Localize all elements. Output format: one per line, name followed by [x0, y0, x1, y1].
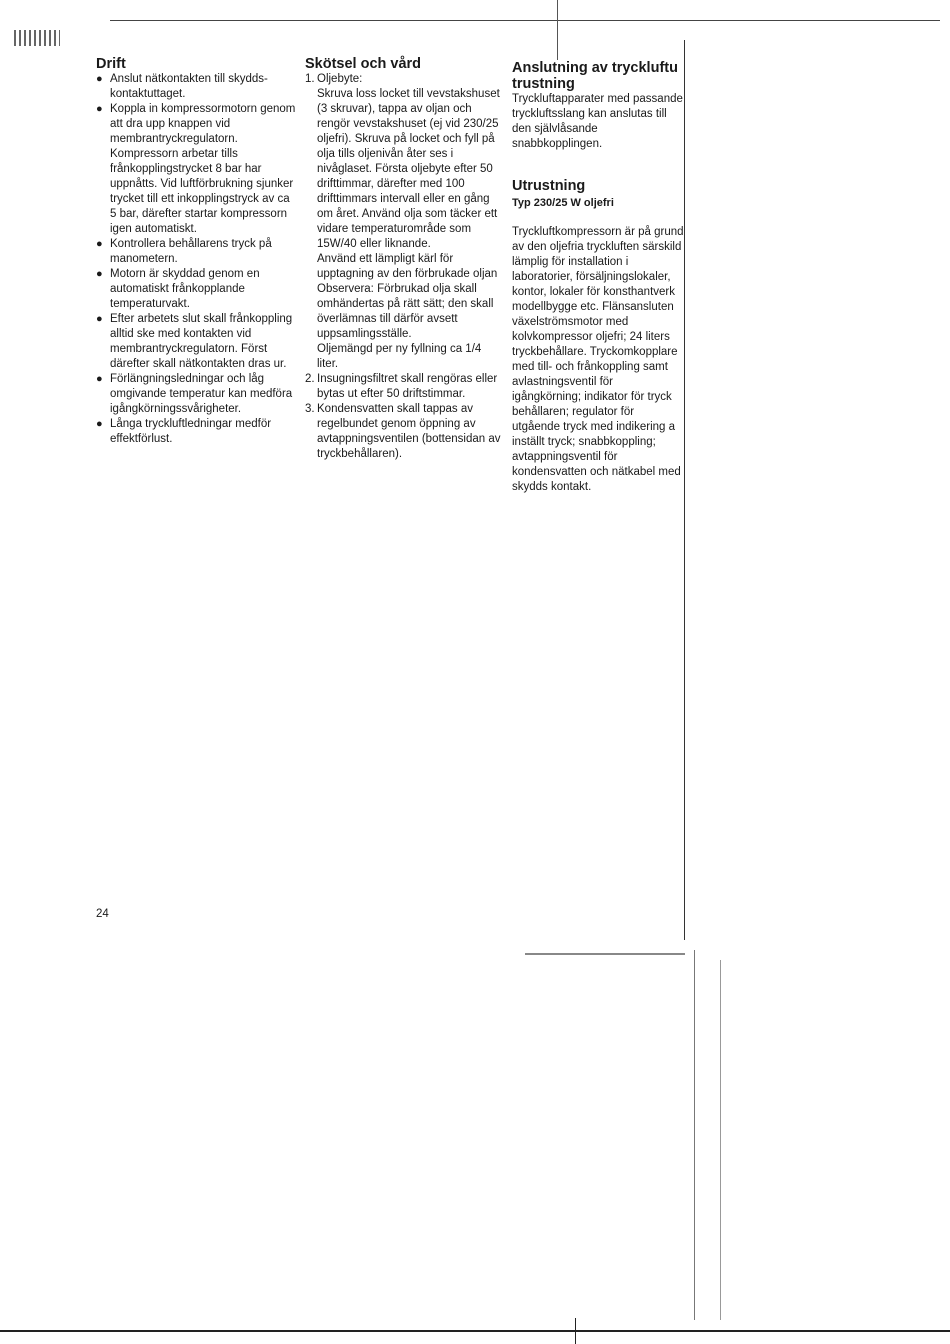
step-number: 3.	[305, 403, 315, 415]
list-item: ● Kontrollera behållarens tryck på manometern.	[96, 237, 296, 267]
scan-edge-line	[694, 950, 695, 1320]
section-utrustning	[512, 178, 684, 495]
section-skotsel	[305, 56, 503, 462]
column-edge-line	[684, 40, 685, 940]
list-item: ● Motorn är skyddad genom en automatiskt frånkopplande temperaturvakt.	[96, 267, 296, 312]
step-text: Använd ett lämpligt kärl för upptagning av den förbrukade oljan	[317, 253, 498, 280]
drift-list	[96, 72, 296, 447]
list-item: ● Förlängningsledningar och låg omgivande temperatur kan medföra igångkörningssvårigheter.	[96, 372, 296, 417]
step-text: Skruva loss locket till vevstakshuset (3 skruvar), tappa av oljan och rengör vevstakshuset (ej vid 230/25 oljefri). Skruva på locket och fyll på olja tills oljenivån åter ses i nivåglaset. Första oljebyte efter 50 drifttimmar, därefter med 100 drifttimmars intervall eller en gång om året. Använd olja som täcker ett vidare temperaturområde som 15W/40 eller liknande.	[317, 88, 500, 250]
utrustning-text: Tryckluftkompressorn är på grund av den oljefria tryckluften särskild lämplig för installation i laboratorier, försäljningslokaler, kontor, lokaler för konsthantverk modellbygge etc. Flänsansluten växelströmsmotor med kolvkompressor oljefri; 24 liters tryckbehållare. Tryckomkopplare med till- och frånkoppling samt avlastningsventil för igångkörning; indikator för tryck behållaren; regulator för utgående tryck med indikering a inställt tryck; snabbkoppling; avtappningsventil för kondensvatten och nätkabel med skydds kontakt.	[512, 226, 684, 493]
step-text: Oljebyte:	[317, 73, 363, 85]
list-item	[305, 402, 503, 462]
fold-line-top	[557, 0, 558, 60]
list-item	[305, 72, 503, 372]
list-item: ● Efter arbetets slut skall frånkoppling alltid ske med kontakten vid membrantryckregulatorn. Först därefter skall nätkontakten dras ur.	[96, 312, 296, 372]
step-number: 1.	[305, 73, 315, 85]
section-anslutning	[512, 60, 684, 152]
utrustning-subtitle: Typ 230/25 W oljefri	[512, 197, 614, 209]
anslutning-heading: Anslutning av tryckluftu trustning	[512, 60, 678, 92]
step-number: 2.	[305, 373, 315, 385]
page-number: 24	[96, 908, 109, 920]
anslutning-text: Tryckluftapparater med passande tryckluftsslang kan anslutas till den självlåsande snabbkopplingen.	[512, 93, 683, 150]
scan-artifact	[525, 953, 685, 955]
list-item: ● Långa tryckluftledningar medför effektförlust.	[96, 417, 296, 447]
fold-line-bottom	[575, 1318, 576, 1344]
top-rule	[110, 20, 940, 21]
skotsel-heading: Skötsel och vård	[305, 56, 422, 72]
list-item	[305, 372, 503, 402]
step-text: Observera: Förbrukad olja skall omhändertas på rätt sätt; den skall överlämnas till därför avsett uppsamlingsställe.	[317, 283, 494, 340]
list-item: ● Anslut nätkontakten till skydds-kontaktuttaget.	[96, 72, 296, 102]
scan-edge-line-2	[720, 960, 721, 1320]
skotsel-list	[305, 72, 503, 462]
section-drift	[96, 56, 296, 447]
bottom-rule	[0, 1330, 950, 1332]
step-text: Oljemängd per ny fyllning ca 1/4 liter.	[317, 343, 482, 370]
logo-mark	[14, 30, 60, 46]
step-text: Insugningsfiltret skall rengöras eller bytas ut efter 50 driftstimmar.	[317, 373, 498, 400]
list-item: ● Koppla in kompressormotorn genom att dra upp knappen vid membrantryckregulatorn. Kompressorn arbetar tills frånkopplingstrycket 8 bar har uppnåtts. Vid luftförbrukning sjunker trycket till ett inkopplingstryck av ca 5 bar, därefter startar kompressorn igen automatiskt.	[96, 102, 296, 237]
utrustning-heading: Utrustning	[512, 178, 586, 194]
step-text: Kondensvatten skall tappas av regelbundet genom öppning av avtappningsventilen (bottensidan av tryckbehållaren).	[317, 403, 501, 460]
drift-heading: Drift	[96, 56, 126, 72]
